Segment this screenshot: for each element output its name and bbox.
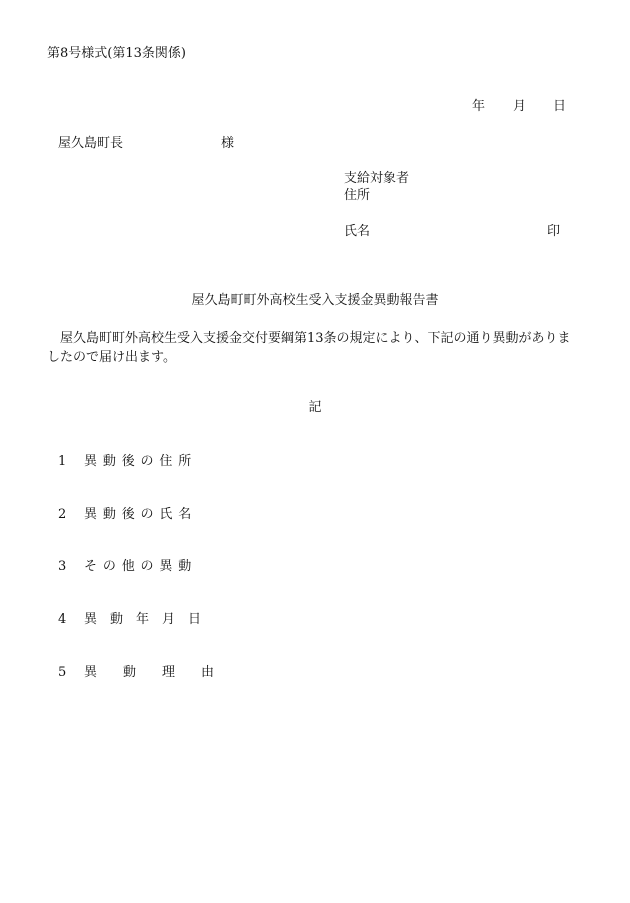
item-label: 異動後の氏名 bbox=[84, 507, 198, 522]
name-label: 氏名 bbox=[344, 224, 371, 239]
item-number: 3 bbox=[58, 559, 67, 574]
item-label: その他の異動 bbox=[84, 559, 198, 574]
date-year-label: 年 bbox=[472, 99, 486, 114]
item-number: 4 bbox=[58, 612, 67, 627]
item-label: 異動後の住所 bbox=[84, 454, 198, 469]
date-day-label: 日 bbox=[553, 99, 567, 114]
item-label: 異 動 理 由 bbox=[84, 665, 215, 680]
document-title: 屋久島町町外高校生受入支援金異動報告書 bbox=[191, 293, 439, 308]
date-month-label: 月 bbox=[513, 99, 527, 114]
form-number: 第8号様式(第13条関係) bbox=[47, 46, 186, 61]
body-paragraph: 屋久島町町外高校生受入支援金交付要綱第13条の規定により、下記の通り異動がありましたので届け出ます。 bbox=[47, 331, 571, 365]
address-label: 住所 bbox=[344, 188, 371, 203]
item-label: 異 動 年 月 日 bbox=[84, 612, 202, 627]
addressee-name: 屋久島町長 bbox=[58, 136, 124, 151]
item-number: 1 bbox=[58, 454, 67, 469]
ki-heading: 記 bbox=[308, 400, 322, 415]
item-number: 2 bbox=[58, 507, 67, 522]
seal-label: 印 bbox=[547, 224, 561, 239]
item-number: 5 bbox=[58, 665, 67, 680]
addressee-honorific: 様 bbox=[221, 136, 235, 151]
applicant-label: 支給対象者 bbox=[344, 171, 410, 186]
